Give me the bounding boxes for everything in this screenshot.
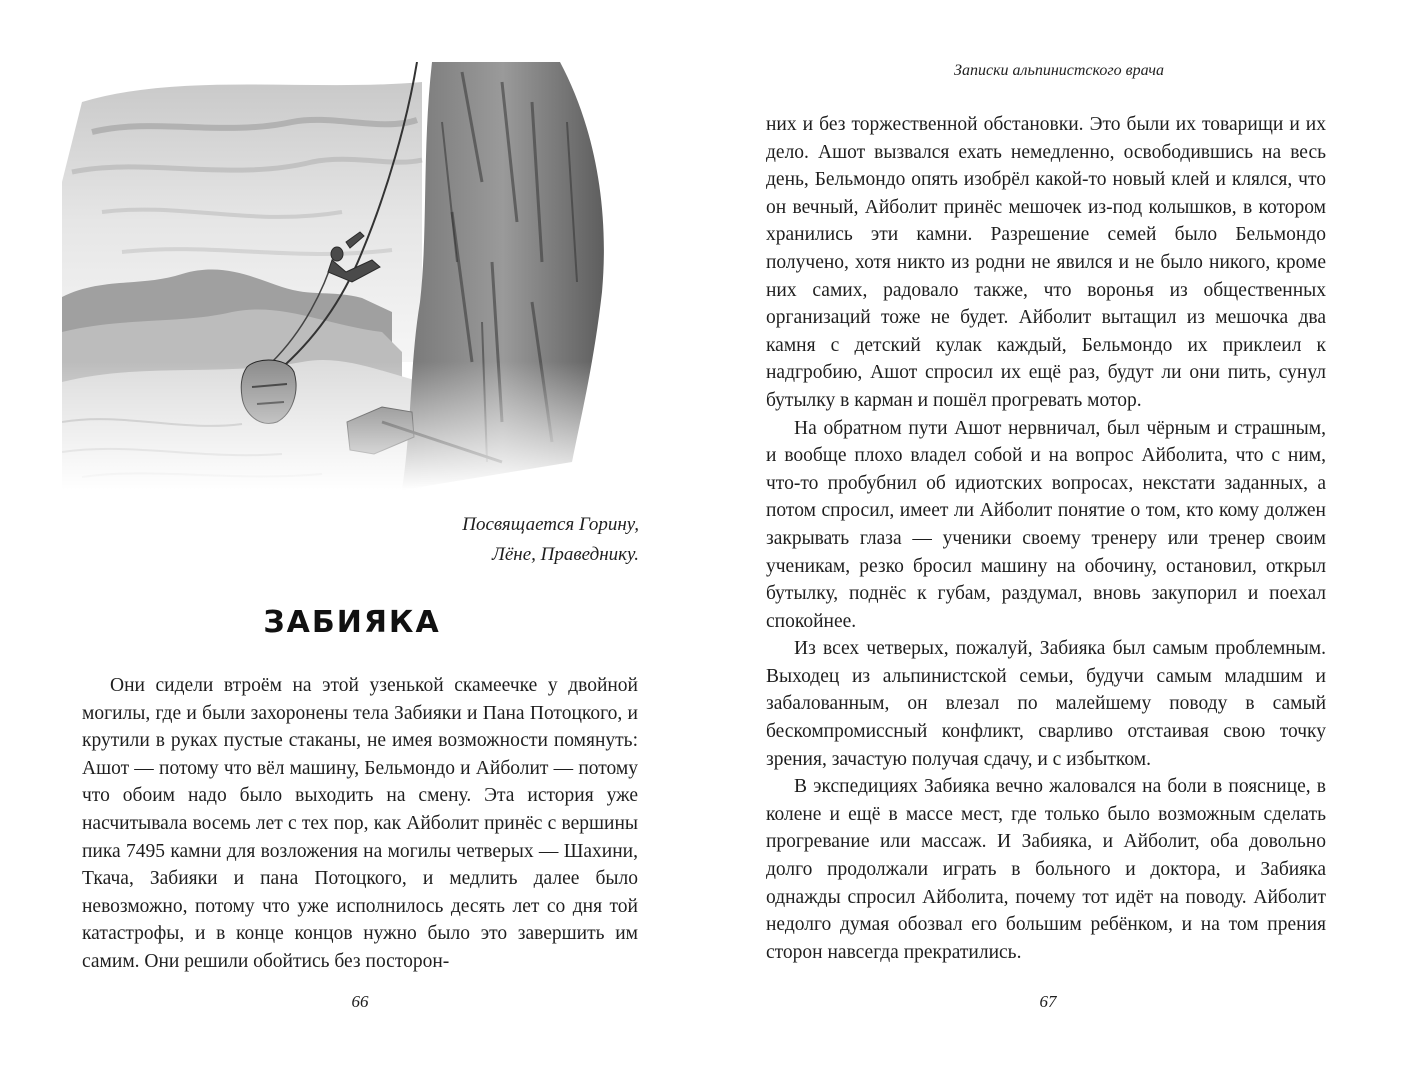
dedication [239,510,639,570]
paragraph: В экспедициях Забияка вечно жаловался на боли в пояснице, в колене и ещё в массе мест, где только было возможным сделать прогревание или массаж. И Забияка, и Айболит, оба довольно долго продолжали играть в больного и доктора, и Забияка однажды спросил Айболита, почему тот идёт на поводу. Айболит недолго думая обозвал его большим ребёнком, и на том прения сторон навсегда прекратились. [766,776,1326,963]
climber-on-rock-icon [62,62,660,490]
paragraph: них и без торжественной обстановки. Это были их товарищи и их дело. Ашот вызвался ехать немедленно, освободившись на весь день, Бельмондо опять изобрёл какой-то новый клей и клялся, что он вечный, Айболит принёс мешочек из-под колышков, в котором хранились эти камни. Разрешение семей было Бельмондо получено, хотя никто из родни не явился и не было никого, кроме них самих, радовало также, что воронья из общественных организаций тоже не будет. Айболит вытащил из мешочка два камня с детский кулак каждый, Бельмондо их приклеил к надгробию, Ашот спросил их ещё раз, будут ли они пить, сунул бутылку в карман и пошёл прогревать мотор. [766,114,1326,411]
page-number: 67 [1039,992,1057,1011]
dedication-line: Лёне, Праведнику. [492,544,639,565]
right-page [702,0,1404,1080]
paragraph: Из всех четверых, пожалуй, Забияка был самым проблемным. Выходец из альпинистской семьи, будучи самым младшим и забалованным, он влезал по малейшему поводу в самый бескомпромиссный конфликт, сварливо отстаивая свою точку зрения, зачастую получая сдачу, и с избытком. [766,638,1326,770]
running-head: Записки альпинистского врача [954,62,1164,79]
page-number: 66 [351,992,369,1011]
climber-illustration [62,62,660,490]
chapter-title: ЗАБИЯКА [263,605,441,640]
paragraph: На обратном пути Ашот нервничал, был чёрным и страшным, и вообще плохо владел собой и на вопрос Айболита, что с ним, что-то пробубнил об идиотских вопросах, некстати заданных, а потом спросил, имеет ли Айболит понятие о том, кто кому должен закрывать глаза — ученики своему тренеру или тренер своим ученикам, резко бросил машину на обочину, остановил, открыл бутылку, поднёс к губам, раздумал, вновь закупорил и поехал спокойнее. [766,417,1326,632]
right-body-text [766,111,1326,966]
left-body-text [82,672,638,976]
dedication-line: Посвящается Горину, [462,514,639,535]
paragraph: Они сидели втроём на этой узенькой скамеечке у двойной могилы, где и были захоронены тела Забияки и Пана Потоцкого, и крутили в руках пустые стаканы, не имея возможности помянуть: Ашот — потому что вёл машину, Бельмондо и Айболит — потому что обоим надо было выходить на смену. Эта история уже насчитывала восемь лет с тех пор, как Айболит принёс с вершины пика 7495 камни для возложения на могилы четверых — Шахини, Ткача, Забияки и пана Потоцкого, и медлить далее было невозможно, потому что уже исполнилось десять лет со дня той катастрофы, и в конце концов нужно было это завершить им самим. Они решили обойтись без посторон- [82,675,638,972]
